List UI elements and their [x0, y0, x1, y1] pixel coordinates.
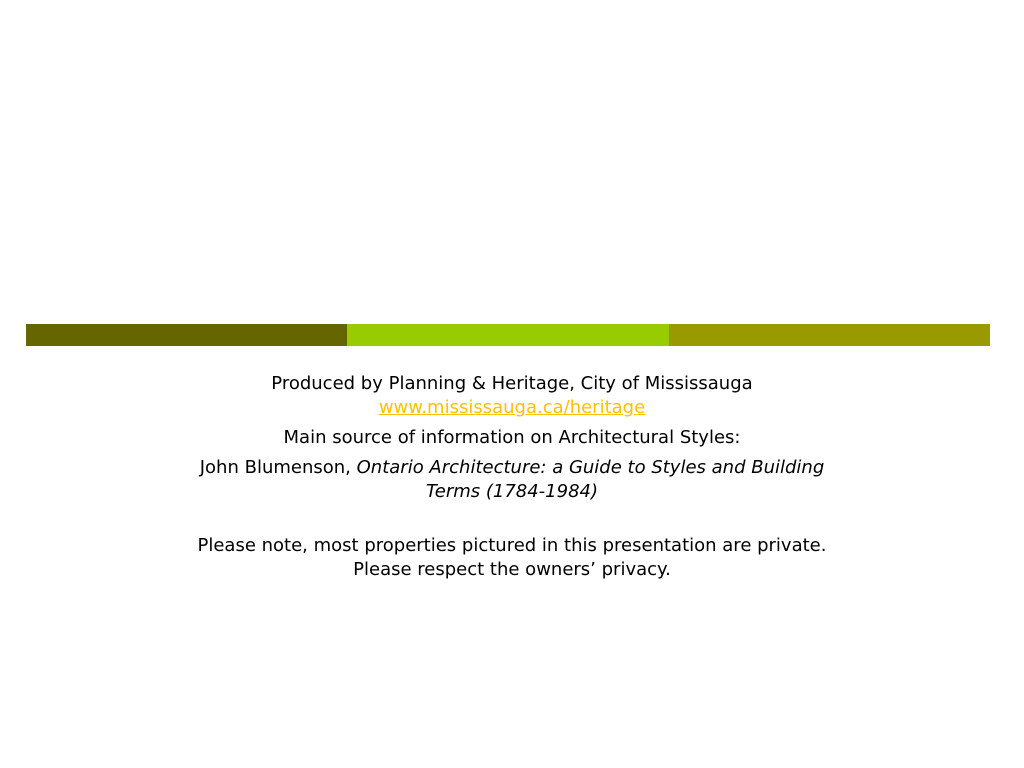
reference-citation: [192, 456, 832, 504]
book-title: Ontario Architecture: a Guide to Styles and Building Terms (1784-1984): [356, 457, 825, 502]
bar-segment-olive: [26, 324, 347, 346]
privacy-note: Please note, most properties pictured in this presentation are private. Please respect the owners’ privacy.: [197, 535, 827, 580]
bar-segment-mustard: [669, 324, 990, 346]
slide-content: [0, 372, 1024, 582]
author-name: John Blumenson,: [199, 457, 357, 478]
source-intro-text: Main source of information on Architectural Styles:: [283, 427, 741, 448]
bar-segment-lime: [347, 324, 668, 346]
decorative-color-bar: [26, 324, 990, 346]
produced-by-text: Produced by Planning & Heritage, City of Mississauga: [271, 373, 753, 394]
heritage-link[interactable]: www.mississauga.ca/heritage: [378, 397, 646, 418]
